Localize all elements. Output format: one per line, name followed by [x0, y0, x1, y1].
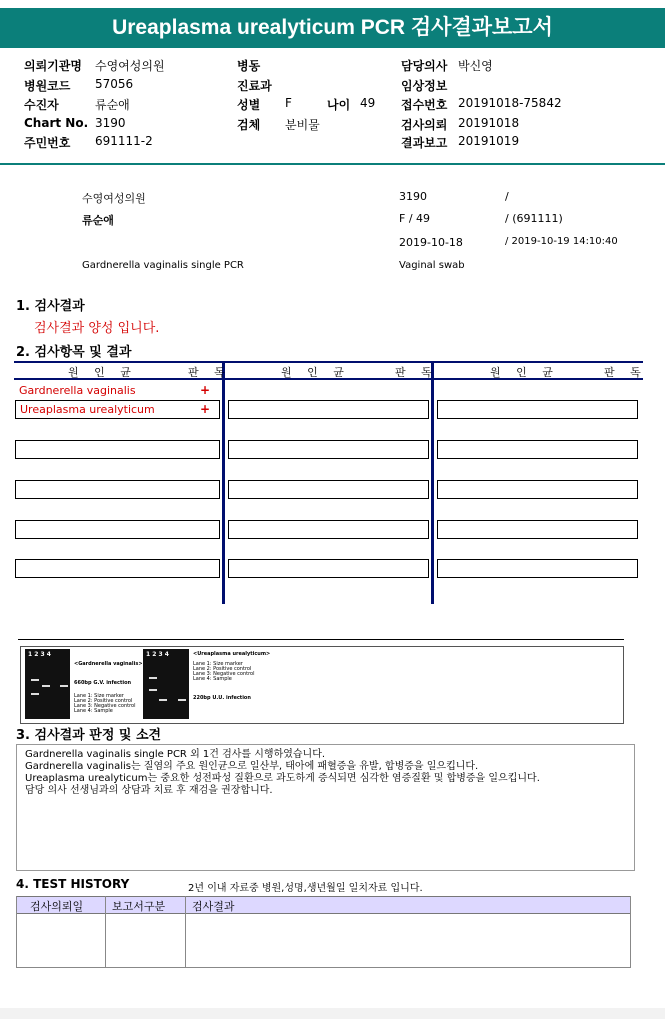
history-border-left	[16, 896, 17, 968]
history-col-result: 검사결과	[192, 900, 235, 913]
results-col-divider-1	[222, 361, 225, 604]
history-col-request-date: 검사의뢰일	[30, 900, 84, 913]
result-row-6-col2	[228, 559, 429, 578]
gel-legend-gv-1: Lane 1: Size marker	[74, 693, 124, 699]
result-row-3-col2	[228, 440, 429, 459]
doctor-label: 담당의사	[401, 59, 448, 73]
gel-image-gv	[25, 649, 70, 719]
header-divider	[0, 163, 665, 165]
history-border-right	[630, 896, 631, 968]
summary-chart: 3190	[399, 190, 427, 203]
gel-band	[42, 685, 50, 687]
hospital-code-value: 57056	[95, 77, 134, 91]
results-col-divider-2	[431, 361, 434, 604]
result-row-5-col2	[228, 520, 429, 539]
age-value: 49	[360, 96, 376, 110]
col3-organism-header: 원 인 균	[490, 366, 559, 379]
comments-box	[16, 744, 635, 871]
ward-label: 병동	[237, 59, 261, 73]
history-col-report-type: 보고서구분	[112, 900, 166, 913]
result-organism-2: Ureaplasma urealyticum	[20, 403, 155, 416]
gel-band	[178, 699, 186, 701]
gel-legend-uu-2: Lane 2: Positive control	[193, 666, 252, 672]
specimen-value: 분비물	[285, 118, 320, 132]
request-date-value: 20191018	[458, 116, 520, 130]
summary-test: Gardnerella vaginalis single PCR	[82, 260, 244, 271]
history-note: 2년 이내 자료중 병원,성명,생년월일 일치자료 입니다.	[188, 883, 423, 894]
comment-line: Gardnerella vaginalis single PCR 외 1건 검사를 시행하였습니다.	[25, 749, 326, 760]
gel-lane-numbers-gv: 1 2 3 4	[28, 651, 51, 658]
summary-sex-age: F / 49	[399, 212, 431, 225]
col1-organism-header: 원 인 균	[68, 366, 137, 379]
clinical-info-label: 임상정보	[401, 79, 448, 93]
gel-marker-gv: 660bp G.V. infection	[74, 680, 132, 686]
summary-birth: / (691111)	[505, 212, 563, 225]
result-row-3-col1	[15, 440, 220, 459]
section3-title: 3. 검사결과 판정 및 소견	[16, 728, 162, 743]
chart-no-label: Chart No.	[24, 116, 89, 130]
gel-legend-uu-1: Lane 1: Size marker	[193, 661, 243, 667]
receipt-no-label: 접수번호	[401, 98, 448, 112]
summary-date2: / 2019-10-19 14:10:40	[505, 236, 618, 247]
history-divider-1	[105, 896, 106, 968]
gel-band	[31, 679, 39, 681]
gel-top-rule	[18, 639, 624, 640]
summary-specimen: Vaginal swab	[399, 260, 465, 271]
chart-no-value: 3190	[95, 116, 126, 130]
department-label: 진료과	[237, 79, 272, 93]
sex-value: F	[285, 96, 292, 110]
clinic-value: 수영여성의원	[95, 59, 165, 73]
gel-band	[31, 693, 39, 695]
result-row-4-col1	[15, 480, 220, 499]
gel-lane-numbers-uu: 1 2 3 4	[146, 651, 169, 658]
gel-band	[149, 689, 157, 691]
result-row-5-col1	[15, 520, 220, 539]
result-row-4-col2	[228, 480, 429, 499]
result-row-5-col3	[437, 520, 638, 539]
resident-no-label: 주민번호	[24, 136, 71, 150]
section1-result: 검사결과 양성 입니다.	[34, 321, 160, 336]
result-row-3-col3	[437, 440, 638, 459]
gel-band	[60, 685, 68, 687]
sex-label: 성별	[237, 98, 261, 112]
gel-band	[149, 677, 157, 679]
doctor-value: 박신영	[458, 59, 493, 73]
clinic-label: 의뢰기관명	[24, 59, 82, 73]
gel-band	[159, 699, 167, 701]
results-top-rule	[14, 361, 643, 363]
gel-legend-uu-3: Lane 3: Negative control	[193, 671, 255, 677]
col3-reading-header: 판 독	[604, 366, 647, 379]
result-organism-1: Gardnerella vaginalis	[19, 384, 136, 397]
col1-reading-header: 판 독	[188, 366, 231, 379]
receipt-no-value: 20191018-75842	[458, 96, 562, 110]
specimen-label: 검체	[237, 118, 261, 132]
report-date-value: 20191019	[458, 134, 520, 148]
result-row-2-col1	[15, 400, 220, 419]
result-row-4-col3	[437, 480, 638, 499]
summary-slash: /	[505, 190, 509, 203]
summary-date1: 2019-10-18	[399, 236, 463, 249]
gel-legend-gv-4: Lane 4: Sample	[74, 708, 113, 714]
resident-no-value: 691111-2	[95, 134, 153, 148]
comment-line: 담당 의사 선생님과의 상담과 치료 후 재검을 권장합니다.	[25, 785, 273, 796]
section1-title: 1. 검사결과	[16, 299, 85, 314]
history-divider-2	[185, 896, 186, 968]
history-bottom-rule	[16, 967, 631, 968]
result-row-2-col3	[437, 400, 638, 419]
result-row-6-col3	[437, 559, 638, 578]
col2-reading-header: 판 독	[395, 366, 438, 379]
gel-panel	[20, 646, 624, 724]
comment-line: Gardnerella vaginalis는 질염의 주요 원인균으로 일산부, 태아에 패혈증을 유발, 합병증을 일으킵니다.	[25, 761, 479, 772]
summary-name: 류순애	[82, 214, 114, 227]
result-row-6-col1	[15, 559, 220, 578]
gel-marker-uu: 220bp U.U. infection	[193, 695, 251, 701]
patient-label: 수진자	[24, 98, 59, 112]
section2-title: 2. 검사항목 및 결과	[16, 345, 132, 360]
report-title: Ureaplasma urealyticum PCR 검사결과보고서	[0, 8, 665, 48]
gel-title-gv: <Gardnerella vaginalis>	[74, 661, 143, 667]
result-reading-1: +	[200, 383, 211, 397]
section4-title: 4. TEST HISTORY	[16, 877, 130, 891]
report-date-label: 결과보고	[401, 136, 448, 150]
age-label: 나이	[327, 98, 351, 112]
comment-line: Ureaplasma urealyticum는 중요한 성전파성 질환으로 과도하게 증식되면 심각한 염증질환 및 합병증을 일으킵니다.	[25, 773, 540, 784]
request-date-label: 검사의뢰	[401, 118, 448, 132]
patient-value: 류순애	[95, 98, 130, 112]
gel-legend-uu-4: Lane 4: Sample	[193, 676, 232, 682]
gel-image-uu	[143, 649, 189, 719]
hospital-code-label: 병원코드	[24, 79, 71, 93]
result-row-2-col2	[228, 400, 429, 419]
summary-clinic: 수영여성의원	[82, 192, 146, 205]
history-header	[16, 896, 631, 914]
gel-legend-gv-3: Lane 3: Negative control	[74, 703, 136, 709]
gel-title-uu: <Ureaplasma urealyticum>	[193, 651, 271, 657]
col2-organism-header: 원 인 균	[281, 366, 350, 379]
gel-legend-gv-2: Lane 2: Positive control	[74, 698, 133, 704]
result-reading-2: +	[200, 402, 211, 416]
